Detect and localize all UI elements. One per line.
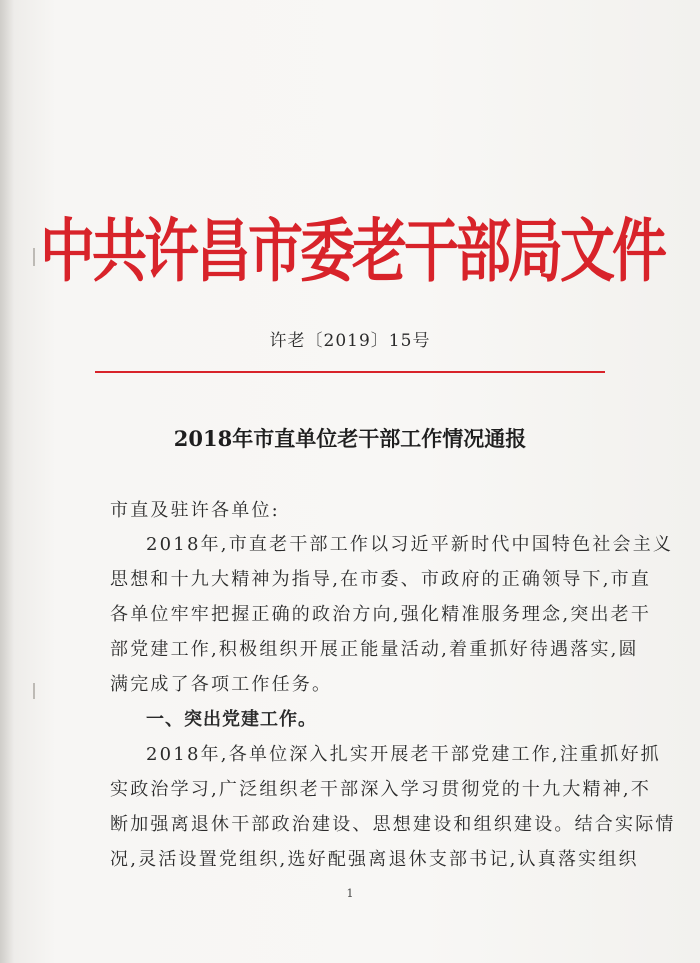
document-title: 2018年市直单位老干部工作情况通报: [173, 426, 527, 451]
salutation: 市直及驻许各单位:: [110, 500, 280, 521]
paragraph-2-line-3: 断加强离退休干部政治建设、思想建设和组织建设。结合实际情: [110, 814, 676, 835]
section-1-heading: 一、突出党建工作。: [146, 709, 317, 730]
binding-mark-bottom: [33, 683, 35, 699]
paragraph-2-line-1: 2018年,各单位深入扎实开展老干部党建工作,注重抓好抓: [146, 744, 661, 765]
page-number: 1: [346, 887, 354, 900]
page-edge-shadow: [0, 0, 14, 963]
paragraph-1-line-3: 各单位牢牢把握正确的政治方向,强化精准服务理念,突出老干: [110, 604, 652, 625]
binding-mark-top: [33, 248, 35, 266]
paragraph-1-line-1: 2018年,市直老干部工作以习近平新时代中国特色社会主义: [146, 534, 674, 555]
paragraph-1-line-4: 部党建工作,积极组织开展正能量活动,着重抓好待遇落实,圆: [110, 639, 639, 660]
paragraph-2-line-2: 实政治学习,广泛组织老干部深入学习贯彻党的十九大精神,不: [110, 779, 652, 800]
paragraph-1-line-5: 满完成了各项工作任务。: [110, 674, 333, 695]
red-separator-line: [95, 371, 605, 373]
paragraph-1-line-2: 思想和十九大精神为指导,在市委、市政府的正确领导下,市直: [110, 569, 652, 590]
issuer-red-header: 中共许昌市委老干部局文件: [40, 211, 665, 291]
paragraph-2-line-4: 况,灵活设置党组织,选好配强离退休支部书记,认真落实组织: [110, 849, 639, 870]
document-number: 许老〔2019〕15号: [269, 331, 431, 351]
